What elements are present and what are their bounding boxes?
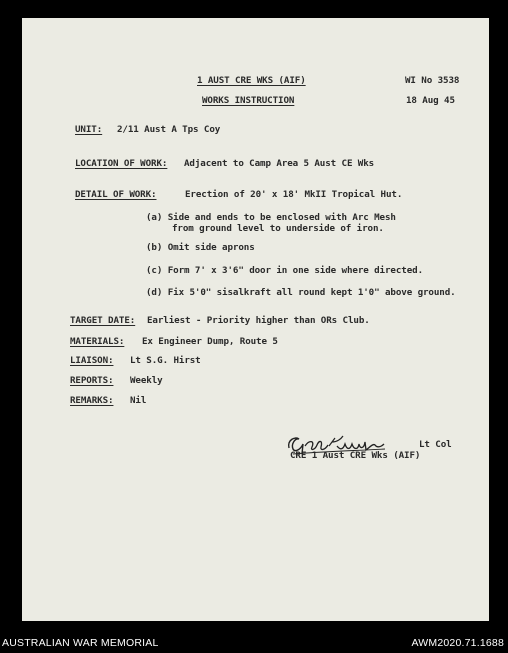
materials-value: Ex Engineer Dump, Route 5 <box>142 336 278 347</box>
detail-value: Erection of 20' x 18' MkII Tropical Hut. <box>185 189 403 200</box>
signatory-role: CRE 1 Aust CRE Wks (AIF) <box>290 450 421 461</box>
wi-number: WI No 3538 <box>405 75 460 86</box>
location-label: LOCATION OF WORK: <box>75 158 168 169</box>
handwritten-signature <box>285 430 400 460</box>
detail-item-c: (c) Form 7' x 3'6" door in one side where directed. <box>146 265 423 276</box>
detail-item-b: (b) Omit side aprons <box>146 242 255 253</box>
document-date: 18 Aug 45 <box>406 95 455 106</box>
remarks-label: REMARKS: <box>70 395 114 406</box>
materials-label: MATERIALS: <box>70 336 125 347</box>
footer-accession: AWM2020.71.1688 <box>411 637 504 649</box>
footer-institution: AUSTRALIAN WAR MEMORIAL <box>2 637 159 649</box>
target-label: TARGET DATE: <box>70 315 136 326</box>
remarks-value: Nil <box>130 395 147 406</box>
unit-label: UNIT: <box>75 124 103 135</box>
location-value: Adjacent to Camp Area 5 Aust CE Wks <box>184 158 375 169</box>
document-page <box>22 18 489 621</box>
signatory-rank: Lt Col <box>419 439 452 450</box>
target-value: Earliest - Priority higher than ORs Club. <box>147 315 370 326</box>
unit-title: 1 AUST CRE WKS (AIF) <box>197 75 306 86</box>
liaison-label: LIAISON: <box>70 355 114 366</box>
detail-item-d: (d) Fix 5'0" sisalkraft all round kept 1'0" above ground. <box>146 287 456 298</box>
detail-item-a: (a) Side and ends to be enclosed with Arc Mesh <box>146 212 396 223</box>
liaison-value: Lt S.G. Hirst <box>130 355 201 366</box>
document-title: WORKS INSTRUCTION <box>202 95 295 106</box>
reports-value: Weekly <box>130 375 163 386</box>
reports-label: REPORTS: <box>70 375 114 386</box>
detail-label: DETAIL OF WORK: <box>75 189 157 200</box>
unit-value: 2/11 Aust A Tps Coy <box>117 124 221 135</box>
detail-item-a-cont: from ground level to underside of iron. <box>172 223 384 234</box>
